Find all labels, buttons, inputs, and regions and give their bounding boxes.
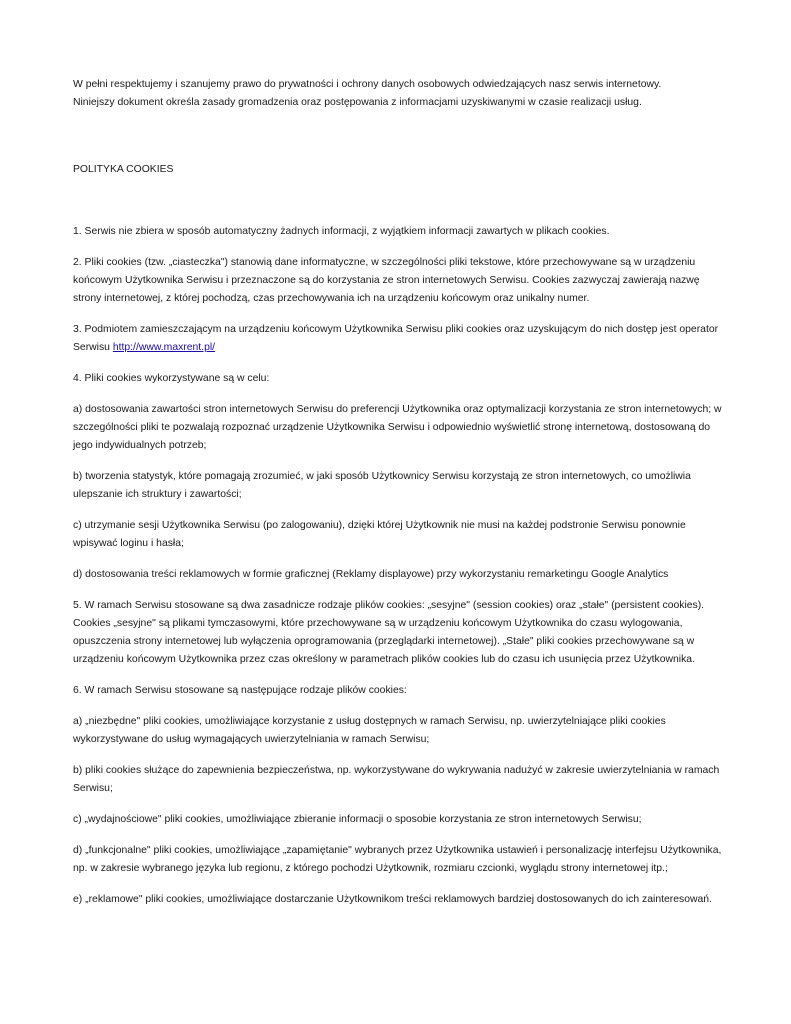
paragraph-4c: c) utrzymanie sesji Użytkownika Serwisu (po zalogowaniu), dzięki której Użytkownik nie musi na każdej podstronie Serwisu ponownie wpisywać loginu i hasła; (73, 520, 686, 549)
paragraph-6b: b) pliki cookies służące do zapewnienia bezpieczeństwa, np. wykorzystywane do wykrywania nadużyć w zakresie uwierzytelniania w ramach Serwisu; (73, 765, 720, 794)
paragraph-5: 5. W ramach Serwisu stosowane są dwa zasadnicze rodzaje plików cookies: „sesyjne" (session cookies) oraz „stałe" (persistent cookies). Cookies „sesyjne" są plikami tymczasowymi, które przechowywane są w urządzeniu końcowym Użytkownika do czasu wylogowania, opuszczenia strony internetowej lub wyłączenia oprogramowania (przeglądarki internetowej). „Stałe" pliki cookies przechowywane są w urządzeniu końcowym Użytkownika przez czas określony w parametrach plików cookies lub do czasu ich usunięcia przez Użytkownika. (73, 600, 705, 665)
paragraph-6a: a) „niezbędne" pliki cookies, umożliwiające korzystanie z usług dostępnych w ramach Serwisu, np. uwierzytelniające pliki cookies wykorzystywane do usług wymagających uwierzytelniania w ramach Serwisu; (73, 716, 666, 745)
paragraph-4: 4. Pliki cookies wykorzystywane są w celu: (73, 373, 270, 384)
paragraph-2: 2. Pliki cookies (tzw. „ciasteczka") stanowią dane informatyczne, w szczególności pliki tekstowe, które przechowywane są w urządzeniu końcowym Użytkownika Serwisu i przeznaczone są do korzystania ze stron internetowych Serwisu. Cookies zazwyczaj zawierają nazwę strony internetowej, z której pochodzą, czas przechowywania ich na urządzeniu końcowym oraz unikalny numer. (73, 257, 700, 304)
paragraph-1: 1. Serwis nie zbiera w sposób automatyczny żadnych informacji, z wyjątkiem informacji zawartych w plikach cookies. (73, 226, 610, 237)
paragraph-4a: a) dostosowania zawartości stron internetowych Serwisu do preferencji Użytkownika oraz optymalizacji korzystania ze stron internetowych; w szczególności pliki te pozwalają rozpoznać urządzenie Użytkownika Serwisu i odpowiednio wyświetlić stronę internetową, dostosowaną do jego indywidualnych potrzeb; (73, 404, 722, 451)
paragraph-3 (73, 321, 723, 357)
section-heading: POLITYKA COOKIES (73, 164, 174, 175)
intro-line-1: W pełni respektujemy i szanujemy prawo do prywatności i ochrony danych osobowych odwiedzających nasz serwis internetowy. (73, 79, 662, 90)
intro-line-2: Niniejszy dokument określa zasady gromadzenia oraz postępowania z informacjami uzyskiwanymi w czasie realizacji usług. (73, 97, 642, 108)
paragraph-6c: c) „wydajnościowe" pliki cookies, umożliwiające zbieranie informacji o sposobie korzystania ze stron internetowych Serwisu; (73, 814, 642, 825)
intro-paragraph (73, 76, 723, 112)
document-page (73, 76, 723, 922)
paragraph-6: 6. W ramach Serwisu stosowane są następujące rodzaje plików cookies: (73, 685, 407, 696)
paragraph-4d: d) dostosowania treści reklamowych w formie graficznej (Reklamy displayowe) przy wykorzystaniu remarketingu Google Analytics (73, 569, 669, 580)
paragraph-3-text: 3. Podmiotem zamieszczającym na urządzeniu końcowym Użytkownika Serwisu pliki cookies oraz uzyskującym do nich dostęp jest operator Serwisu (73, 324, 719, 353)
paragraph-4b: b) tworzenia statystyk, które pomagają zrozumieć, w jaki sposób Użytkownicy Serwisu korzystają ze stron internetowych, co umożliwia ulepszanie ich struktury i zawartości; (73, 471, 691, 500)
paragraph-6e: e) „reklamowe" pliki cookies, umożliwiające dostarczanie Użytkownikom treści reklamowych bardziej dostosowanych do ich zainteresowań. (73, 894, 712, 905)
paragraph-6d: d) „funkcjonalne" pliki cookies, umożliwiające „zapamiętanie" wybranych przez Użytkownika ustawień i personalizację interfejsu Użytkownika, np. w zakresie wybranego języka lub regionu, z którego pochodzi Użytkownik, rozmiaru czcionki, wyglądu strony internetowej itp.; (73, 845, 722, 874)
operator-website-link[interactable]: http://www.maxrent.pl/ (112, 342, 216, 353)
